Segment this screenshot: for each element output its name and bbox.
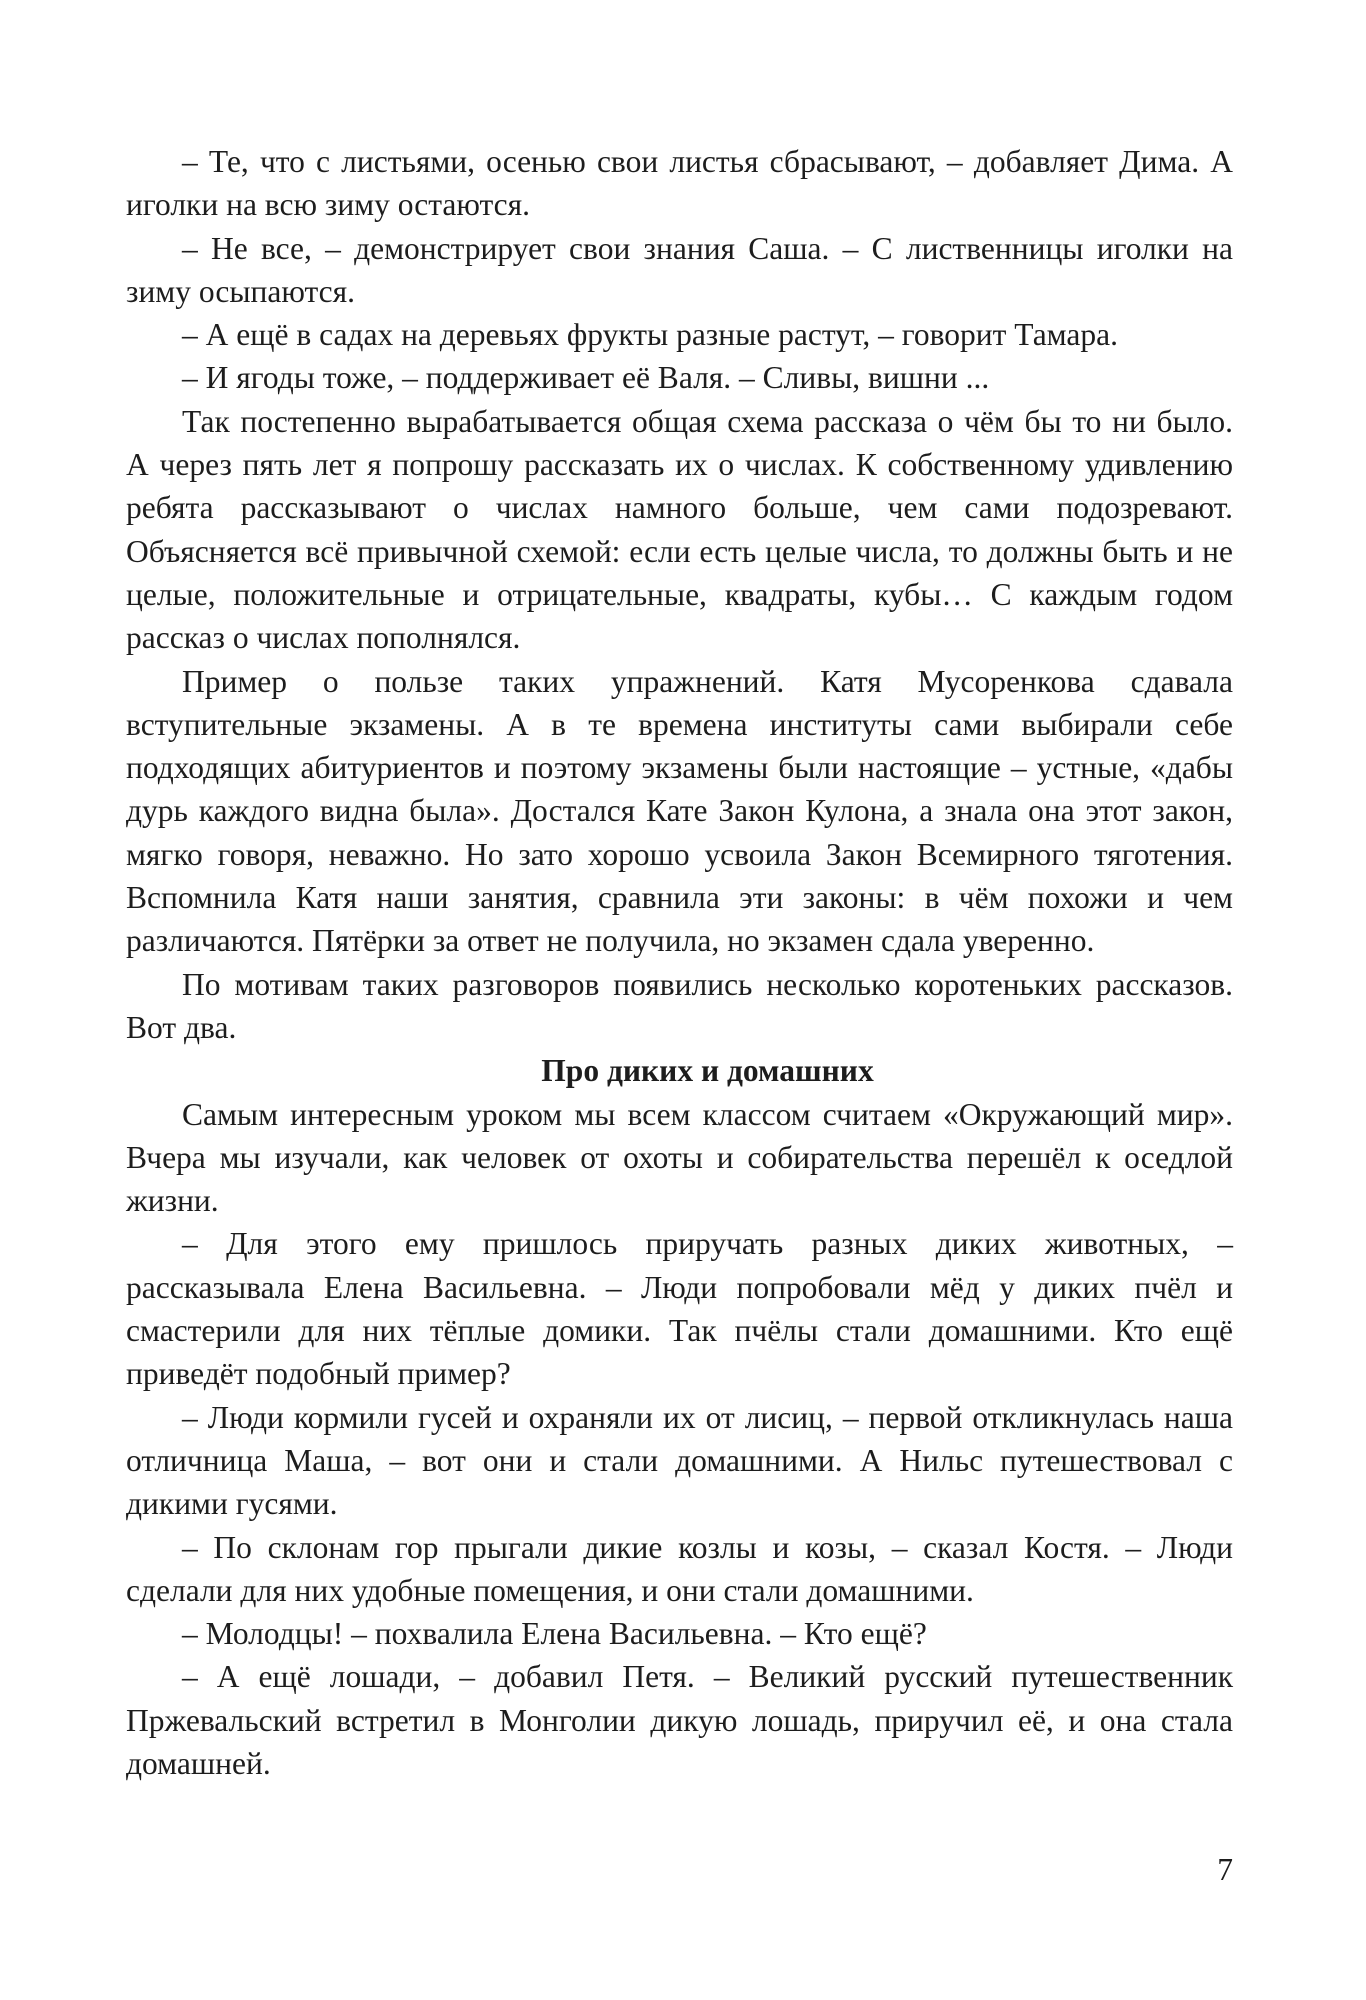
paragraph: – А ещё в садах на деревьях фрукты разные растут, – говорит Тамара. [182, 317, 1118, 353]
paragraph: – Те, что с листьями, осенью свои листья сбрасывают, – добавляет Дима. А иголки на всю зиму остаются. [126, 144, 1233, 223]
section-heading: Про диких и домашних [541, 1053, 874, 1089]
paragraph: – Для этого ему пришлось приручать разных диких животных, – рассказывала Елена Васильевна. – Люди попробовали мёд у диких пчёл и смастерили для них тёплые домики. Так пчёлы стали домашними. Кто ещё приведёт подобный пример? [126, 1226, 1233, 1392]
paragraph: Пример о пользе таких упражнений. Катя Мусоренкова сдавала вступительные экзамены. А в те времена институты сами выбирали себе подходящих абитуриентов и поэтому экзамены были настоящие – устные, «дабы дурь каждого видна была». Достался Кате Закон Кулона, а знала она этот закон, мягко говоря, неважно. Но зато хорошо усвоила Закон Всемирного тяготения. Вспомнила Катя наши занятия, сравнила эти законы: в чём похожи и чем различаются. Пятёрки за ответ не получила, но экзамен сдала уверенно. [126, 663, 1233, 959]
paragraph: – А ещё лошади, – добавил Петя. – Великий русский путешественник Пржевальский встретил в Монголии дикую лошадь, приручил её, и она стала домашней. [126, 1659, 1233, 1781]
paragraph: Так постепенно вырабатывается общая схема рассказа о чём бы то ни было. А через пять лет я попрошу рассказать их о числах. К собственному удивлению ребята рассказывают о числах намного больше, чем сами подозревают. Объясняется всё привычной схемой: если есть целые числа, то должны быть и не целые, положительные и отрицательные, квадраты, кубы… С каждым годом рассказ о числах пополнялся. [126, 403, 1233, 656]
paragraph: – Молодцы! – похвалила Елена Васильевна. – Кто ещё? [182, 1616, 927, 1652]
page-number: 7 [1217, 1852, 1233, 1887]
paragraph: – По склонам гор прыгали дикие козлы и козы, – сказал Костя. – Люди сделали для них удобные помещения, и они стали домашними. [126, 1529, 1233, 1608]
document-page [126, 140, 1233, 1785]
paragraph: По мотивам таких разговоров появились несколько коротеньких рассказов. Вот два. [126, 966, 1233, 1045]
paragraph: – Люди кормили гусей и охраняли их от лисиц, – первой откликнулась наша отличница Маша, – вот они и стали домашними. А Нильс путешествовал с дикими гусями. [126, 1399, 1233, 1522]
paragraph: – Не все, – демонстрирует свои знания Саша. – С лиственницы иголки на зиму осыпаются. [126, 230, 1233, 309]
paragraph: – И ягоды тоже, – поддерживает её Валя. – Сливы, вишни ... [182, 360, 990, 396]
paragraph: Самым интересным уроком мы всем классом считаем «Окружающий мир». Вчера мы изучали, как человек от охоты и собирательства перешёл к оседлой жизни. [126, 1096, 1233, 1219]
